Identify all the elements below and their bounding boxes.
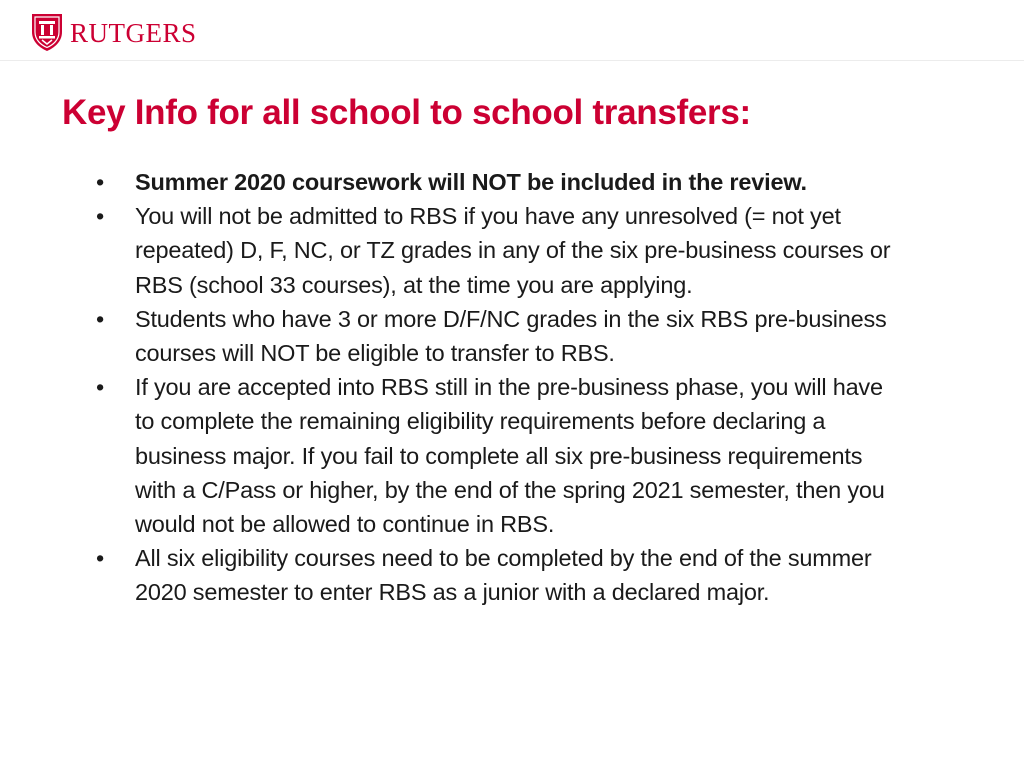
bullet-dot: • bbox=[96, 169, 105, 195]
bullet-item bbox=[96, 541, 896, 609]
bullet-dot: • bbox=[96, 305, 105, 332]
bullet-item bbox=[96, 302, 896, 370]
bullet-item bbox=[96, 165, 896, 199]
bullet-list bbox=[96, 165, 896, 610]
bullet-text: You will not be admitted to RBS if you have any unresolved (= not yet repeated) D, F, NC, or TZ grades in any of the six pre-business courses or RBS (school 33 courses), at the time you are applying. bbox=[135, 203, 891, 298]
bullet-dot: • bbox=[96, 374, 105, 401]
rutgers-logo bbox=[30, 12, 197, 52]
rutgers-wordmark: RUTGERS bbox=[70, 17, 197, 48]
bullet-text: If you are accepted into RBS still in the pre-business phase, you will have to complete the remaining eligibility requirements before declaring a business major. If you fail to complete all six pre-business requirements with a C/Pass or higher, by the end of the spring 2021 semester, then you would not be allowed to continue in RBS. bbox=[135, 374, 885, 538]
rutgers-shield-icon bbox=[30, 12, 64, 52]
bullet-text: Summer 2020 coursework will NOT be included in the review. bbox=[135, 169, 807, 195]
slide-title: Key Info for all school to school transfers: bbox=[62, 93, 751, 132]
bullet-item bbox=[96, 370, 896, 541]
bullet-text: Students who have 3 or more D/F/NC grades in the six RBS pre-business courses will NOT be eligible to transfer to RBS. bbox=[135, 305, 887, 367]
bullet-dot: • bbox=[96, 203, 105, 230]
bullet-dot: • bbox=[96, 545, 105, 572]
bullet-item bbox=[96, 199, 896, 302]
slide-header bbox=[0, 0, 1024, 61]
bullet-text: All six eligibility courses need to be completed by the end of the summer 2020 semester to enter RBS as a junior with a declared major. bbox=[135, 545, 872, 606]
